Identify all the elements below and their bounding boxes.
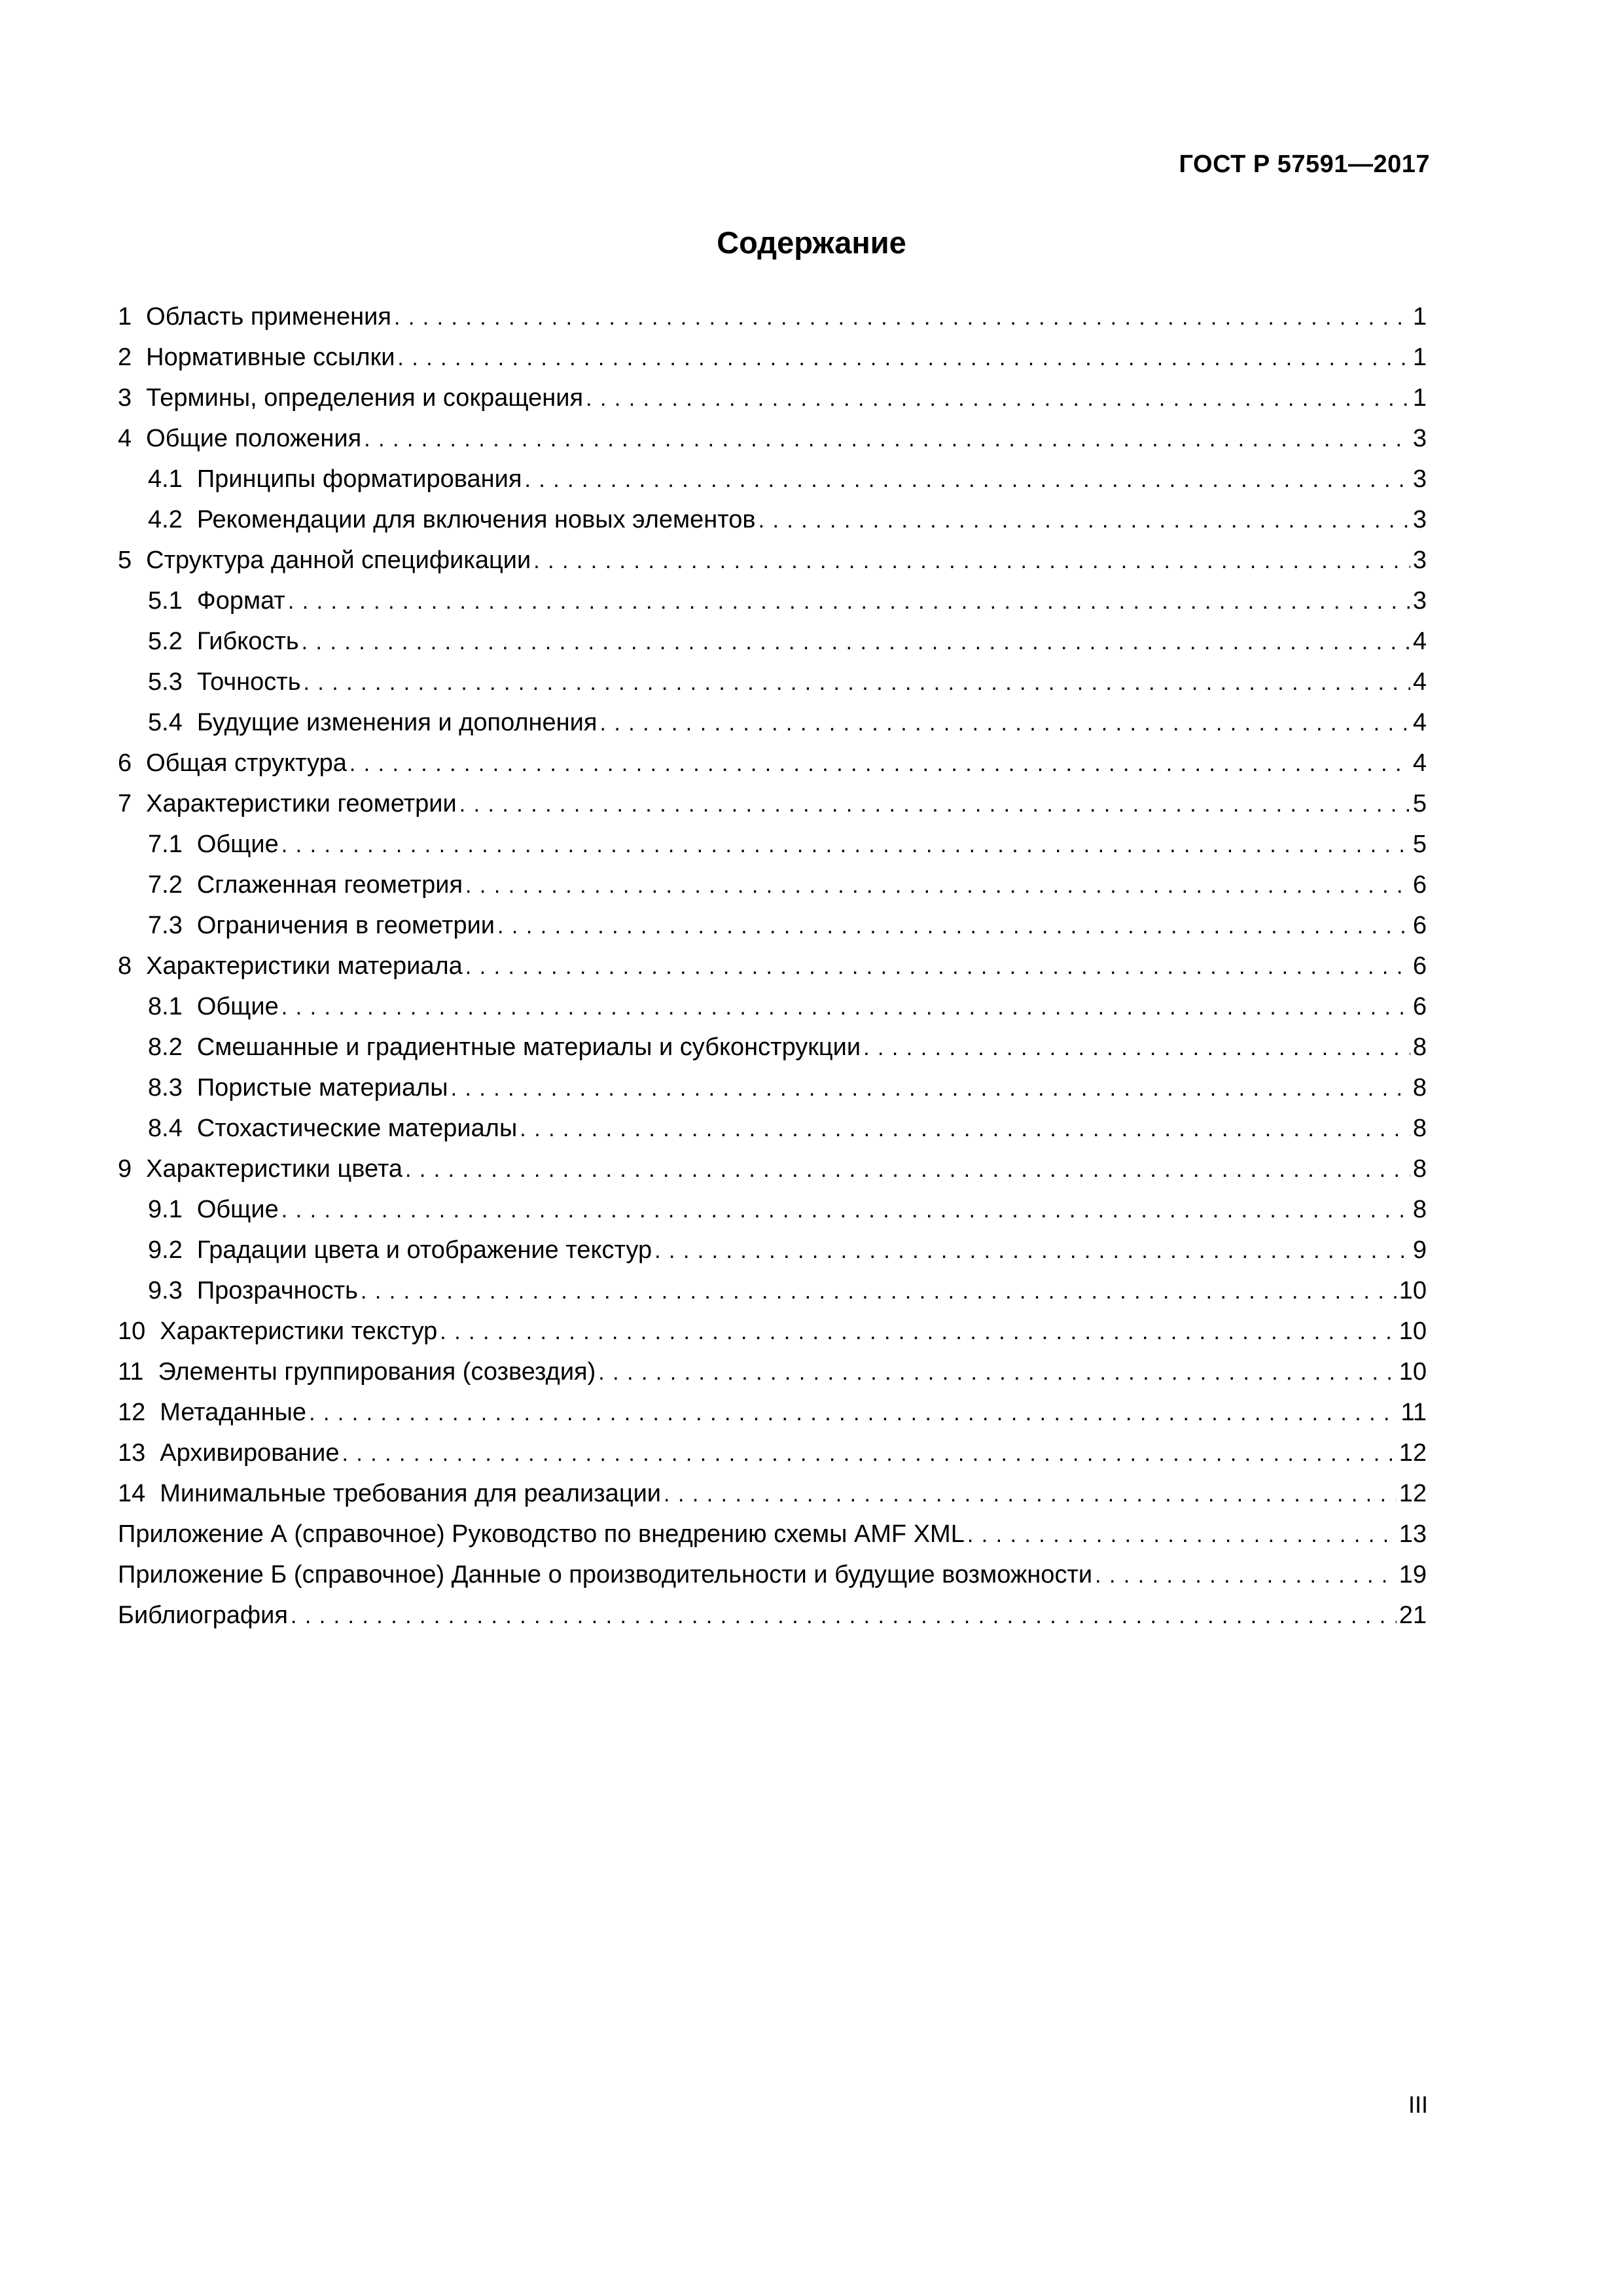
toc-entry-page: 12 (1399, 1439, 1427, 1467)
toc-entry-page: 3 (1412, 547, 1427, 574)
toc-entry-number: 2 (118, 344, 132, 371)
toc-entry-title: Смешанные и градиентные материалы и субконструкции (196, 1033, 861, 1061)
toc-entry-number: 3 (118, 384, 132, 412)
toc-entry-title: Гибкость (196, 628, 299, 655)
toc-entry-title: Метаданные (160, 1399, 307, 1426)
page-number: III (1408, 2091, 1428, 2118)
toc-dot-leader (288, 581, 1410, 622)
toc-entry-number: 8.1 (148, 993, 183, 1020)
toc-entry-number: 1 (118, 303, 132, 331)
toc-entry-page: 11 (1400, 1399, 1427, 1426)
toc-dot-leader (863, 1028, 1410, 1068)
toc-dot-leader (465, 865, 1410, 906)
toc-entry-number: 4.2 (148, 506, 183, 533)
toc-entry-title: Стохастические материалы (196, 1115, 518, 1142)
toc-entry-title: Структура данной спецификации (146, 547, 531, 574)
toc-entry[interactable] (118, 824, 1427, 865)
toc-dot-leader (524, 459, 1410, 500)
toc-entry-title: Общие (196, 993, 279, 1020)
toc-entry[interactable] (118, 662, 1427, 702)
toc-entry-number: 10 (118, 1318, 146, 1345)
toc-entry[interactable] (118, 459, 1427, 499)
toc-entry[interactable] (118, 1027, 1427, 1067)
document-code: ГОСТ Р 57591—2017 (1179, 151, 1430, 178)
toc-entry[interactable] (118, 1270, 1427, 1311)
toc-dot-leader (459, 784, 1410, 825)
toc-entry-number: 7.1 (148, 831, 183, 858)
toc-entry-title: Архивирование (160, 1439, 340, 1467)
toc-entry-number: 12 (118, 1399, 146, 1426)
toc-entry-page: 1 (1412, 344, 1427, 371)
toc-dot-leader (654, 1230, 1410, 1271)
toc-dot-leader (465, 946, 1410, 987)
toc-dot-leader (394, 297, 1410, 338)
toc-entry-number: 7 (118, 790, 132, 817)
toc-entry-title: Характеристики геометрии (146, 790, 457, 817)
toc-entry-page: 3 (1412, 465, 1427, 493)
toc-entry[interactable] (118, 946, 1427, 986)
toc-entry[interactable] (118, 499, 1427, 540)
toc-entry-number: 8.4 (148, 1115, 183, 1142)
toc-entry-number: 8 (118, 952, 132, 980)
toc-entry[interactable] (118, 865, 1427, 905)
toc-dot-leader (451, 1068, 1410, 1109)
toc-entry-page: 4 (1412, 628, 1427, 655)
toc-entry-title: Общие (196, 1196, 279, 1223)
toc-entry-title: Характеристики текстур (160, 1318, 438, 1345)
toc-dot-leader (599, 703, 1410, 744)
toc-entry-number: 5.1 (148, 587, 183, 615)
toc-entry[interactable] (118, 986, 1427, 1027)
toc-dot-leader (664, 1474, 1397, 1515)
toc-entry[interactable] (118, 783, 1427, 824)
toc-entry-page: 3 (1412, 587, 1427, 615)
toc-entry[interactable] (118, 702, 1427, 743)
toc-entry-page: 8 (1412, 1155, 1427, 1183)
toc-dot-leader (440, 1312, 1396, 1352)
toc-entry-page: 9 (1412, 1236, 1427, 1264)
toc-entry-number: 14 (118, 1480, 146, 1507)
toc-entry-title: Общие (196, 831, 279, 858)
toc-entry-number: 4.1 (148, 465, 183, 493)
toc-entry-title: Рекомендации для включения новых элементов (196, 506, 756, 533)
toc-dot-leader (309, 1393, 1398, 1433)
toc-dot-leader (364, 419, 1410, 459)
toc-entry-page: 6 (1412, 993, 1427, 1020)
toc-entry[interactable] (118, 1595, 1427, 1636)
toc-entry[interactable] (118, 1514, 1427, 1554)
toc-entry-number: 9.3 (148, 1277, 183, 1304)
toc-entry[interactable] (118, 378, 1427, 418)
toc-entry-page: 6 (1412, 912, 1427, 939)
toc-dot-leader (281, 1190, 1410, 1230)
toc-entry-page: 12 (1399, 1480, 1427, 1507)
toc-entry-number: 7.2 (148, 871, 183, 899)
toc-dot-leader (967, 1515, 1397, 1555)
toc-entry-number: 11 (118, 1358, 144, 1386)
toc-entry-title: Градации цвета и отображение текстур (196, 1236, 652, 1264)
toc-entry-number: 13 (118, 1439, 146, 1467)
toc-entry-title: Общие положения (146, 425, 362, 452)
toc-entry-page: 5 (1412, 831, 1427, 858)
toc-entry[interactable] (118, 1311, 1427, 1352)
toc-entry[interactable] (118, 1433, 1427, 1473)
toc-dot-leader (361, 1271, 1397, 1312)
toc-entry-page: 21 (1399, 1602, 1427, 1629)
toc-entry[interactable] (118, 418, 1427, 459)
toc-entry[interactable] (118, 1067, 1427, 1108)
toc-dot-leader (304, 662, 1410, 703)
toc-entry[interactable] (118, 1554, 1427, 1595)
toc-entry-page: 19 (1399, 1561, 1427, 1588)
toc-entry[interactable] (118, 1230, 1427, 1270)
toc-entry[interactable] (118, 621, 1427, 662)
toc-entry[interactable] (118, 337, 1427, 378)
toc-entry-number: 7.3 (148, 912, 183, 939)
toc-dot-leader (405, 1149, 1410, 1190)
toc-entry-title: Термины, определения и сокращения (146, 384, 584, 412)
toc-entry-title: Принципы форматирования (196, 465, 522, 493)
toc-entry-page: 3 (1412, 425, 1427, 452)
toc-entry-page: 10 (1399, 1277, 1427, 1304)
toc-entry-page: 10 (1399, 1358, 1427, 1386)
toc-dot-leader (598, 1352, 1396, 1393)
toc-entry-number: 9.1 (148, 1196, 183, 1223)
toc-entry-title: Будущие изменения и дополнения (196, 709, 597, 736)
toc-entry[interactable] (118, 1392, 1427, 1433)
toc-entry-page: 1 (1412, 303, 1427, 331)
toc-entry-page: 10 (1399, 1318, 1427, 1345)
toc-entry[interactable] (118, 1189, 1427, 1230)
toc-entry-title: Прозрачность (196, 1277, 358, 1304)
toc-dot-leader (586, 378, 1410, 419)
toc-entry-page: 4 (1412, 668, 1427, 696)
toc-entry-number: 5 (118, 547, 132, 574)
toc-entry-number: 8.2 (148, 1033, 183, 1061)
toc-entry-page: 1 (1412, 384, 1427, 412)
toc-entry-title: Приложение А (справочное) Руководство по внедрению схемы AMF XML (118, 1520, 965, 1548)
toc-entry-title: Пористые материалы (196, 1074, 448, 1102)
table-of-contents (118, 296, 1427, 1636)
toc-entry-title: Ограничения в геометрии (196, 912, 495, 939)
toc-dot-leader (497, 906, 1410, 946)
toc-entry-title: Формат (196, 587, 285, 615)
toc-entry-number: 4 (118, 425, 132, 452)
toc-entry[interactable] (118, 1352, 1427, 1392)
toc-entry-number: 8.3 (148, 1074, 183, 1102)
toc-entry[interactable] (118, 581, 1427, 621)
toc-entry[interactable] (118, 1108, 1427, 1149)
toc-entry-title: Точность (196, 668, 301, 696)
toc-entry[interactable] (118, 1149, 1427, 1189)
toc-entry[interactable] (118, 296, 1427, 337)
toc-dot-leader (291, 1596, 1397, 1636)
toc-entry-title: Нормативные ссылки (146, 344, 395, 371)
toc-entry-title: Характеристики цвета (146, 1155, 402, 1183)
toc-entry[interactable] (118, 743, 1427, 783)
toc-entry-title: Библиография (118, 1602, 288, 1629)
toc-entry-page: 13 (1399, 1520, 1427, 1548)
toc-dot-leader (520, 1109, 1410, 1149)
toc-dot-leader (342, 1433, 1396, 1474)
toc-entry-title: Сглаженная геометрия (196, 871, 463, 899)
toc-entry-number: 5.4 (148, 709, 183, 736)
toc-entry[interactable] (118, 905, 1427, 946)
toc-entry-number: 6 (118, 749, 132, 777)
toc-entry-title: Элементы группирования (созвездия) (158, 1358, 596, 1386)
toc-entry-title: Общая структура (146, 749, 347, 777)
toc-entry-number: 5.3 (148, 668, 183, 696)
toc-entry-page: 3 (1412, 506, 1427, 533)
toc-entry-number: 9.2 (148, 1236, 183, 1264)
toc-title: Содержание (717, 225, 906, 260)
toc-entry-page: 8 (1412, 1115, 1427, 1142)
toc-dot-leader (281, 987, 1410, 1028)
toc-entry-page: 8 (1412, 1074, 1427, 1102)
toc-dot-leader (302, 622, 1410, 662)
toc-entry-page: 8 (1412, 1196, 1427, 1223)
toc-entry-title: Область применения (146, 303, 391, 331)
toc-entry-page: 6 (1412, 871, 1427, 899)
toc-dot-leader (1095, 1555, 1397, 1596)
toc-entry-page: 8 (1412, 1033, 1427, 1061)
toc-dot-leader (758, 500, 1410, 541)
toc-entry-page: 4 (1412, 749, 1427, 777)
toc-entry[interactable] (118, 1473, 1427, 1514)
toc-entry-title: Характеристики материала (146, 952, 463, 980)
toc-dot-leader (281, 825, 1410, 865)
toc-entry-page: 4 (1412, 709, 1427, 736)
toc-dot-leader (349, 744, 1410, 784)
toc-entry-page: 6 (1412, 952, 1427, 980)
toc-entry-title: Минимальные требования для реализации (160, 1480, 662, 1507)
toc-dot-leader (397, 338, 1410, 378)
toc-entry-number: 9 (118, 1155, 132, 1183)
toc-entry-title: Приложение Б (справочное) Данные о производительности и будущие возможности (118, 1561, 1093, 1588)
toc-entry[interactable] (118, 540, 1427, 581)
toc-entry-number: 5.2 (148, 628, 183, 655)
toc-entry-page: 5 (1412, 790, 1427, 817)
toc-dot-leader (533, 541, 1410, 581)
